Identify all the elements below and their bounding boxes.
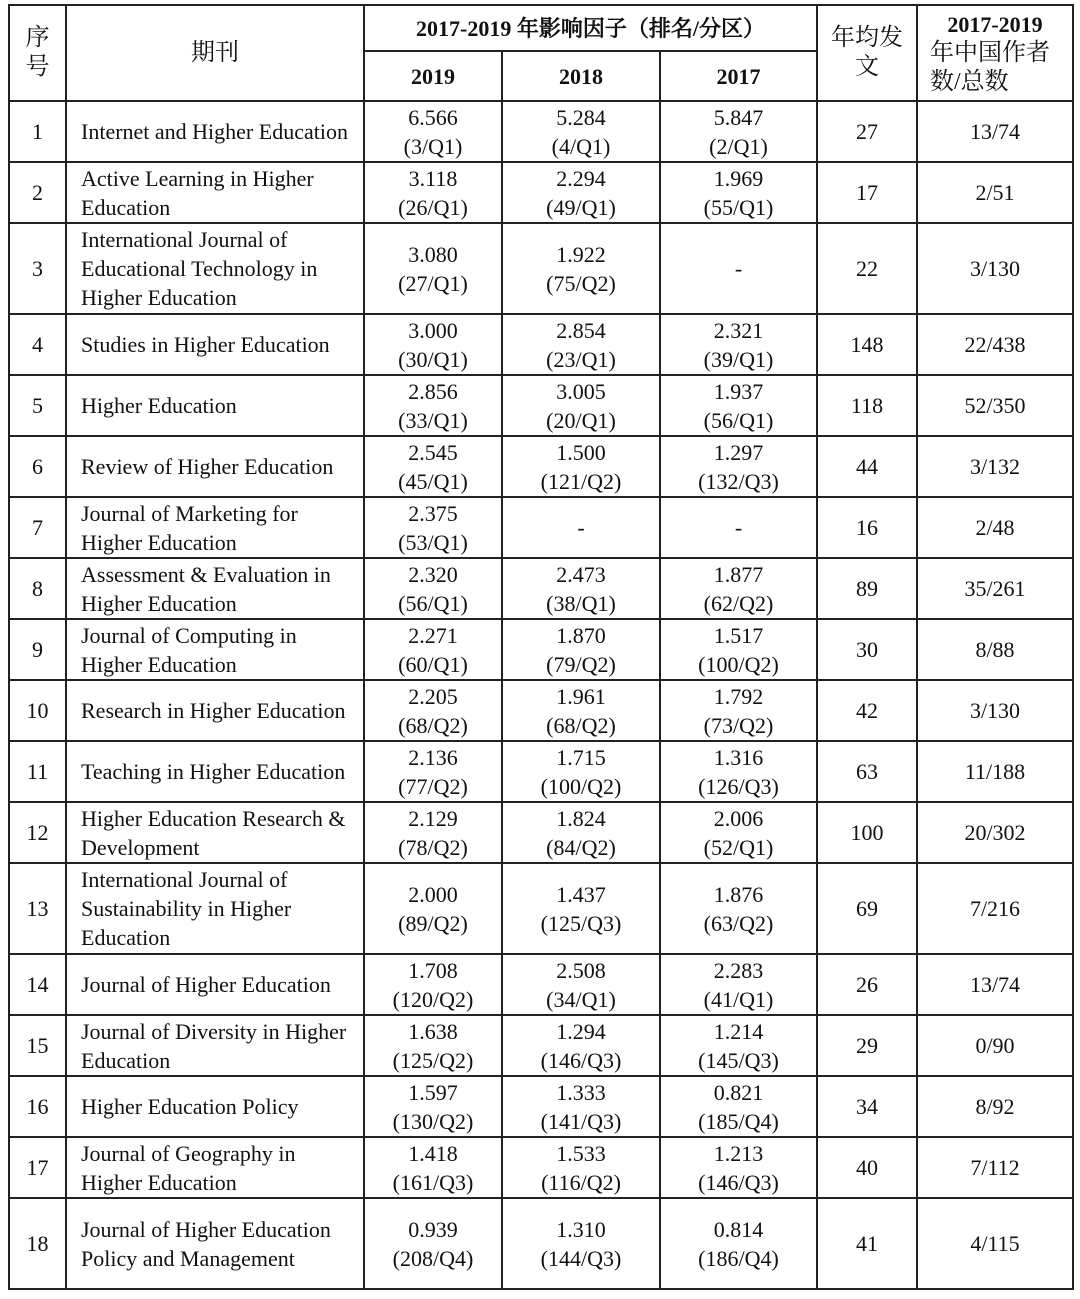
journal-name: Higher Education Research & Development xyxy=(66,802,364,863)
impact-factor-value: 1.937 xyxy=(713,378,764,404)
impact-factor-y2018 xyxy=(502,497,660,558)
row-index: 5 xyxy=(9,375,66,436)
impact-factor-rank: (33/Q1) xyxy=(398,407,468,433)
impact-factor-y2018 xyxy=(502,162,660,223)
impact-factor-y2017 xyxy=(660,223,817,314)
row-index: 14 xyxy=(9,954,66,1015)
cn-authors: 4/115 xyxy=(917,1198,1073,1289)
impact-factor-rank: (38/Q1) xyxy=(546,590,616,616)
impact-factor-value: 1.876 xyxy=(713,881,764,907)
row-index: 13 xyxy=(9,863,66,954)
row-index: 11 xyxy=(9,741,66,802)
impact-factor-y2017 xyxy=(660,802,817,863)
row-index: 7 xyxy=(9,497,66,558)
impact-factor-y2019 xyxy=(364,1076,502,1137)
impact-factor-y2019 xyxy=(364,1198,502,1289)
avg-articles: 89 xyxy=(817,558,917,619)
impact-factor-value: 0.939 xyxy=(408,1216,458,1242)
impact-factor-rank: (73/Q2) xyxy=(703,712,774,738)
impact-factor-y2017 xyxy=(660,1076,817,1137)
impact-factor-value: 5.284 xyxy=(556,104,606,130)
header-journal: 期刊 xyxy=(66,5,364,101)
cn-authors: 11/188 xyxy=(917,741,1073,802)
journal-name: Journal of Geography in Higher Education xyxy=(66,1137,364,1198)
impact-factor-y2018 xyxy=(502,619,660,680)
impact-factor-y2018 xyxy=(502,1015,660,1076)
impact-factor-y2018 xyxy=(502,680,660,741)
row-index: 15 xyxy=(9,1015,66,1076)
avg-articles: 30 xyxy=(817,619,917,680)
impact-factor-rank: (45/Q1) xyxy=(398,468,468,494)
impact-factor-value: 1.922 xyxy=(556,241,606,267)
impact-factor-y2018 xyxy=(502,1076,660,1137)
impact-factor-y2019 xyxy=(364,619,502,680)
impact-factor-y2017 xyxy=(660,863,817,954)
avg-articles: 29 xyxy=(817,1015,917,1076)
table-row xyxy=(9,680,1073,741)
impact-factor-value: 1.316 xyxy=(713,744,764,770)
impact-factor-value: 2.473 xyxy=(556,561,606,587)
impact-factor-value: 1.333 xyxy=(556,1079,606,1105)
impact-factor-y2019 xyxy=(364,101,502,162)
impact-factor-value: 1.214 xyxy=(713,1018,764,1044)
impact-factor-y2017 xyxy=(660,741,817,802)
impact-factor-y2018 xyxy=(502,223,660,314)
journal-name: Higher Education xyxy=(66,375,364,436)
journal-name: Journal of Marketing for Higher Education xyxy=(66,497,364,558)
impact-factor-rank: (100/Q2) xyxy=(540,773,622,799)
avg-articles: 17 xyxy=(817,162,917,223)
impact-factor-y2017 xyxy=(660,1137,817,1198)
avg-articles: 148 xyxy=(817,314,917,375)
impact-factor-value: 1.961 xyxy=(556,683,606,709)
impact-factor-value: - xyxy=(734,256,743,281)
journal-name: Journal of Higher Education xyxy=(66,954,364,1015)
header-if-group: 2017-2019 年影响因子（排名/分区） xyxy=(364,5,817,51)
avg-articles: 16 xyxy=(817,497,917,558)
header-index: 序号 xyxy=(9,5,66,101)
journal-name: Active Learning in Higher Education xyxy=(66,162,364,223)
impact-factor-value: 2.321 xyxy=(713,317,764,343)
impact-factor-value: 0.821 xyxy=(713,1079,764,1105)
impact-factor-value: 1.297 xyxy=(713,439,764,465)
table-row xyxy=(9,101,1073,162)
cn-authors: 2/48 xyxy=(917,497,1073,558)
impact-factor-rank: (56/Q1) xyxy=(398,590,468,616)
impact-factor-rank: (186/Q4) xyxy=(698,1245,779,1271)
journal-name: Higher Education Policy xyxy=(66,1076,364,1137)
impact-factor-value: 1.500 xyxy=(556,439,606,465)
impact-factor-y2017 xyxy=(660,375,817,436)
impact-factor-rank: (27/Q1) xyxy=(398,270,468,296)
impact-factor-value: 2.508 xyxy=(556,957,606,983)
header-avg-articles: 年均发文 xyxy=(817,5,917,101)
cn-authors: 7/112 xyxy=(917,1137,1073,1198)
impact-factor-y2019 xyxy=(364,863,502,954)
row-index: 17 xyxy=(9,1137,66,1198)
header-year-2018: 2018 xyxy=(502,51,660,101)
table-row xyxy=(9,802,1073,863)
impact-factor-rank: (68/Q2) xyxy=(546,712,616,738)
impact-factor-value: 1.824 xyxy=(556,805,606,831)
impact-factor-y2018 xyxy=(502,863,660,954)
impact-factor-y2018 xyxy=(502,802,660,863)
impact-factor-value: 2.375 xyxy=(408,500,458,526)
table-row xyxy=(9,741,1073,802)
avg-articles: 22 xyxy=(817,223,917,314)
avg-articles: 118 xyxy=(817,375,917,436)
impact-factor-y2019 xyxy=(364,436,502,497)
cn-authors: 2/51 xyxy=(917,162,1073,223)
avg-articles: 34 xyxy=(817,1076,917,1137)
row-index: 2 xyxy=(9,162,66,223)
impact-factor-value: 1.715 xyxy=(556,744,606,770)
impact-factor-value: 2.545 xyxy=(408,439,458,465)
journal-name: Research in Higher Education xyxy=(66,680,364,741)
impact-factor-rank: (52/Q1) xyxy=(703,834,774,860)
impact-factor-value: 1.418 xyxy=(408,1140,458,1166)
impact-factor-y2019 xyxy=(364,680,502,741)
impact-factor-rank: (121/Q2) xyxy=(540,468,622,494)
row-index: 8 xyxy=(9,558,66,619)
impact-factor-rank: (4/Q1) xyxy=(551,133,611,159)
cn-authors: 8/92 xyxy=(917,1076,1073,1137)
cn-authors: 13/74 xyxy=(917,954,1073,1015)
row-index: 18 xyxy=(9,1198,66,1289)
impact-factor-rank: (34/Q1) xyxy=(546,986,616,1012)
journal-name: International Journal of Educational Technology in Higher Education xyxy=(66,223,364,314)
impact-factor-rank: (56/Q1) xyxy=(703,407,774,433)
impact-factor-y2017 xyxy=(660,1015,817,1076)
impact-factor-rank: (185/Q4) xyxy=(698,1108,779,1134)
impact-factor-y2019 xyxy=(364,497,502,558)
impact-factor-value: 2.129 xyxy=(408,805,458,831)
impact-factor-rank: (39/Q1) xyxy=(703,346,774,372)
impact-factor-rank: (126/Q3) xyxy=(698,773,779,799)
impact-factor-y2018 xyxy=(502,375,660,436)
impact-factor-rank: (30/Q1) xyxy=(398,346,468,372)
impact-factor-rank: (77/Q2) xyxy=(398,773,468,799)
row-index: 4 xyxy=(9,314,66,375)
impact-factor-rank: (53/Q1) xyxy=(398,529,468,555)
row-index: 9 xyxy=(9,619,66,680)
impact-factor-rank: (141/Q3) xyxy=(540,1108,622,1134)
journal-name: Journal of Higher Education Policy and Management xyxy=(66,1198,364,1289)
impact-factor-y2017 xyxy=(660,101,817,162)
impact-factor-value: 2.136 xyxy=(408,744,458,770)
impact-factor-rank: (26/Q1) xyxy=(398,194,468,220)
impact-factor-rank: (145/Q3) xyxy=(698,1047,779,1073)
impact-factor-y2018 xyxy=(502,314,660,375)
impact-factor-value: 1.708 xyxy=(408,957,458,983)
row-index: 10 xyxy=(9,680,66,741)
header-cn-authors-label: 年中国作者数/总数 xyxy=(930,39,1050,95)
avg-articles: 26 xyxy=(817,954,917,1015)
impact-factor-y2017 xyxy=(660,558,817,619)
avg-articles: 40 xyxy=(817,1137,917,1198)
impact-factor-value: 3.005 xyxy=(556,378,606,404)
avg-articles: 27 xyxy=(817,101,917,162)
impact-factor-y2018 xyxy=(502,436,660,497)
impact-factor-value: 1.638 xyxy=(408,1018,458,1044)
journal-name: International Journal of Sustainability in Higher Education xyxy=(66,863,364,954)
table-row xyxy=(9,1076,1073,1137)
impact-factor-y2018 xyxy=(502,558,660,619)
impact-factor-y2018 xyxy=(502,1198,660,1289)
cn-authors: 3/130 xyxy=(917,223,1073,314)
journal-name: Studies in Higher Education xyxy=(66,314,364,375)
journal-name: Teaching in Higher Education xyxy=(66,741,364,802)
impact-factor-value: 2.283 xyxy=(713,957,764,983)
impact-factor-y2019 xyxy=(364,741,502,802)
impact-factor-rank: (132/Q3) xyxy=(698,468,779,494)
impact-factor-value: 2.271 xyxy=(408,622,458,648)
impact-factor-rank: (125/Q3) xyxy=(540,910,622,936)
impact-factor-y2017 xyxy=(660,497,817,558)
impact-factor-value: 1.437 xyxy=(556,881,606,907)
header-year-2017: 2017 xyxy=(660,51,817,101)
cn-authors: 3/130 xyxy=(917,680,1073,741)
impact-factor-rank: (62/Q2) xyxy=(703,590,774,616)
cn-authors: 22/438 xyxy=(917,314,1073,375)
impact-factor-value: 3.118 xyxy=(408,165,458,191)
impact-factor-rank: (55/Q1) xyxy=(703,194,774,220)
table-row xyxy=(9,558,1073,619)
impact-factor-y2019 xyxy=(364,162,502,223)
impact-factor-rank: (49/Q1) xyxy=(546,194,616,220)
cn-authors: 7/216 xyxy=(917,863,1073,954)
impact-factor-rank: (79/Q2) xyxy=(546,651,616,677)
impact-factor-y2018 xyxy=(502,741,660,802)
impact-factor-value: 5.847 xyxy=(713,104,764,130)
table-row xyxy=(9,223,1073,314)
impact-factor-rank: (116/Q2) xyxy=(541,1169,621,1195)
impact-factor-rank: (208/Q4) xyxy=(392,1245,474,1271)
avg-articles: 69 xyxy=(817,863,917,954)
impact-factor-rank: (23/Q1) xyxy=(546,346,616,372)
cn-authors: 3/132 xyxy=(917,436,1073,497)
impact-factor-value: 1.517 xyxy=(713,622,764,648)
impact-factor-value: 3.000 xyxy=(408,317,458,343)
row-index: 16 xyxy=(9,1076,66,1137)
impact-factor-value: 6.566 xyxy=(408,104,458,130)
impact-factor-rank: (2/Q1) xyxy=(709,133,768,159)
impact-factor-rank: (89/Q2) xyxy=(398,910,468,936)
journal-name: Review of Higher Education xyxy=(66,436,364,497)
impact-factor-value: 1.870 xyxy=(556,622,606,648)
impact-factor-value: 1.792 xyxy=(713,683,764,709)
impact-factor-rank: (161/Q3) xyxy=(392,1169,474,1195)
impact-factor-value: 1.533 xyxy=(556,1140,606,1166)
table-row xyxy=(9,619,1073,680)
impact-factor-y2019 xyxy=(364,1137,502,1198)
impact-factor-y2019 xyxy=(364,558,502,619)
impact-factor-y2018 xyxy=(502,101,660,162)
impact-factor-rank: (3/Q1) xyxy=(403,133,463,159)
impact-factor-y2019 xyxy=(364,375,502,436)
impact-factor-y2018 xyxy=(502,1137,660,1198)
row-index: 3 xyxy=(9,223,66,314)
table-row xyxy=(9,1198,1073,1289)
cn-authors: 8/88 xyxy=(917,619,1073,680)
row-index: 6 xyxy=(9,436,66,497)
impact-factor-value: 2.854 xyxy=(556,317,606,343)
header-year-2019: 2019 xyxy=(364,51,502,101)
header-cn-authors-years: 2017-2019 xyxy=(947,11,1043,37)
impact-factor-y2019 xyxy=(364,954,502,1015)
impact-factor-rank: (60/Q1) xyxy=(398,651,468,677)
cn-authors: 20/302 xyxy=(917,802,1073,863)
impact-factor-value: 2.320 xyxy=(408,561,458,587)
table-row xyxy=(9,1137,1073,1198)
impact-factor-rank: (130/Q2) xyxy=(392,1108,474,1134)
table-row xyxy=(9,436,1073,497)
journal-name: Journal of Diversity in Higher Education xyxy=(66,1015,364,1076)
impact-factor-value: 1.213 xyxy=(713,1140,764,1166)
cn-authors: 0/90 xyxy=(917,1015,1073,1076)
impact-factor-rank: (146/Q3) xyxy=(698,1169,779,1195)
impact-factor-value: 3.080 xyxy=(408,241,458,267)
row-index: 1 xyxy=(9,101,66,162)
impact-factor-value: 1.969 xyxy=(713,165,764,191)
impact-factor-rank: (125/Q2) xyxy=(392,1047,474,1073)
table-row xyxy=(9,1015,1073,1076)
table-row xyxy=(9,375,1073,436)
impact-factor-y2017 xyxy=(660,436,817,497)
impact-factor-rank: (84/Q2) xyxy=(546,834,616,860)
avg-articles: 63 xyxy=(817,741,917,802)
header-cn-authors xyxy=(917,5,1073,101)
row-index: 12 xyxy=(9,802,66,863)
journal-name: Journal of Computing in Higher Education xyxy=(66,619,364,680)
impact-factor-value: - xyxy=(577,515,585,540)
table-row xyxy=(9,314,1073,375)
impact-factor-y2019 xyxy=(364,802,502,863)
impact-factor-value: 2.294 xyxy=(556,165,606,191)
cn-authors: 13/74 xyxy=(917,101,1073,162)
journal-name: Internet and Higher Education xyxy=(66,101,364,162)
table-row xyxy=(9,497,1073,558)
impact-factor-y2019 xyxy=(364,223,502,314)
table-row xyxy=(9,863,1073,954)
impact-factor-rank: (75/Q2) xyxy=(546,270,616,296)
impact-factor-y2018 xyxy=(502,954,660,1015)
impact-factor-value: 1.597 xyxy=(408,1079,458,1105)
impact-factor-value: - xyxy=(734,515,743,540)
impact-factor-y2017 xyxy=(660,162,817,223)
impact-factor-value: 1.294 xyxy=(556,1018,606,1044)
table-row xyxy=(9,162,1073,223)
impact-factor-value: 1.877 xyxy=(713,561,764,587)
table-row xyxy=(9,954,1073,1015)
impact-factor-y2017 xyxy=(660,619,817,680)
impact-factor-value: 2.006 xyxy=(713,805,764,831)
impact-factor-rank: (68/Q2) xyxy=(398,712,468,738)
impact-factor-value: 1.310 xyxy=(556,1216,606,1242)
avg-articles: 42 xyxy=(817,680,917,741)
impact-factor-y2017 xyxy=(660,954,817,1015)
impact-factor-value: 2.000 xyxy=(408,881,458,907)
impact-factor-rank: (20/Q1) xyxy=(546,407,616,433)
impact-factor-y2017 xyxy=(660,1198,817,1289)
impact-factor-rank: (63/Q2) xyxy=(703,910,774,936)
avg-articles: 44 xyxy=(817,436,917,497)
impact-factor-y2017 xyxy=(660,314,817,375)
avg-articles: 100 xyxy=(817,802,917,863)
impact-factor-y2017 xyxy=(660,680,817,741)
impact-factor-y2019 xyxy=(364,1015,502,1076)
avg-articles: 41 xyxy=(817,1198,917,1289)
impact-factor-rank: (41/Q1) xyxy=(703,986,774,1012)
impact-factor-rank: (144/Q3) xyxy=(540,1245,622,1271)
impact-factor-y2019 xyxy=(364,314,502,375)
journal-name: Assessment & Evaluation in Higher Education xyxy=(66,558,364,619)
impact-factor-value: 2.856 xyxy=(408,378,458,404)
impact-factor-rank: (78/Q2) xyxy=(398,834,468,860)
impact-factor-rank: (120/Q2) xyxy=(392,986,474,1012)
impact-factor-value: 0.814 xyxy=(713,1216,764,1242)
impact-factor-value: 2.205 xyxy=(408,683,458,709)
impact-factor-rank: (146/Q3) xyxy=(540,1047,622,1073)
impact-factor-rank: (100/Q2) xyxy=(698,651,779,677)
journal-impact-table xyxy=(8,4,1074,1290)
cn-authors: 35/261 xyxy=(917,558,1073,619)
cn-authors: 52/350 xyxy=(917,375,1073,436)
